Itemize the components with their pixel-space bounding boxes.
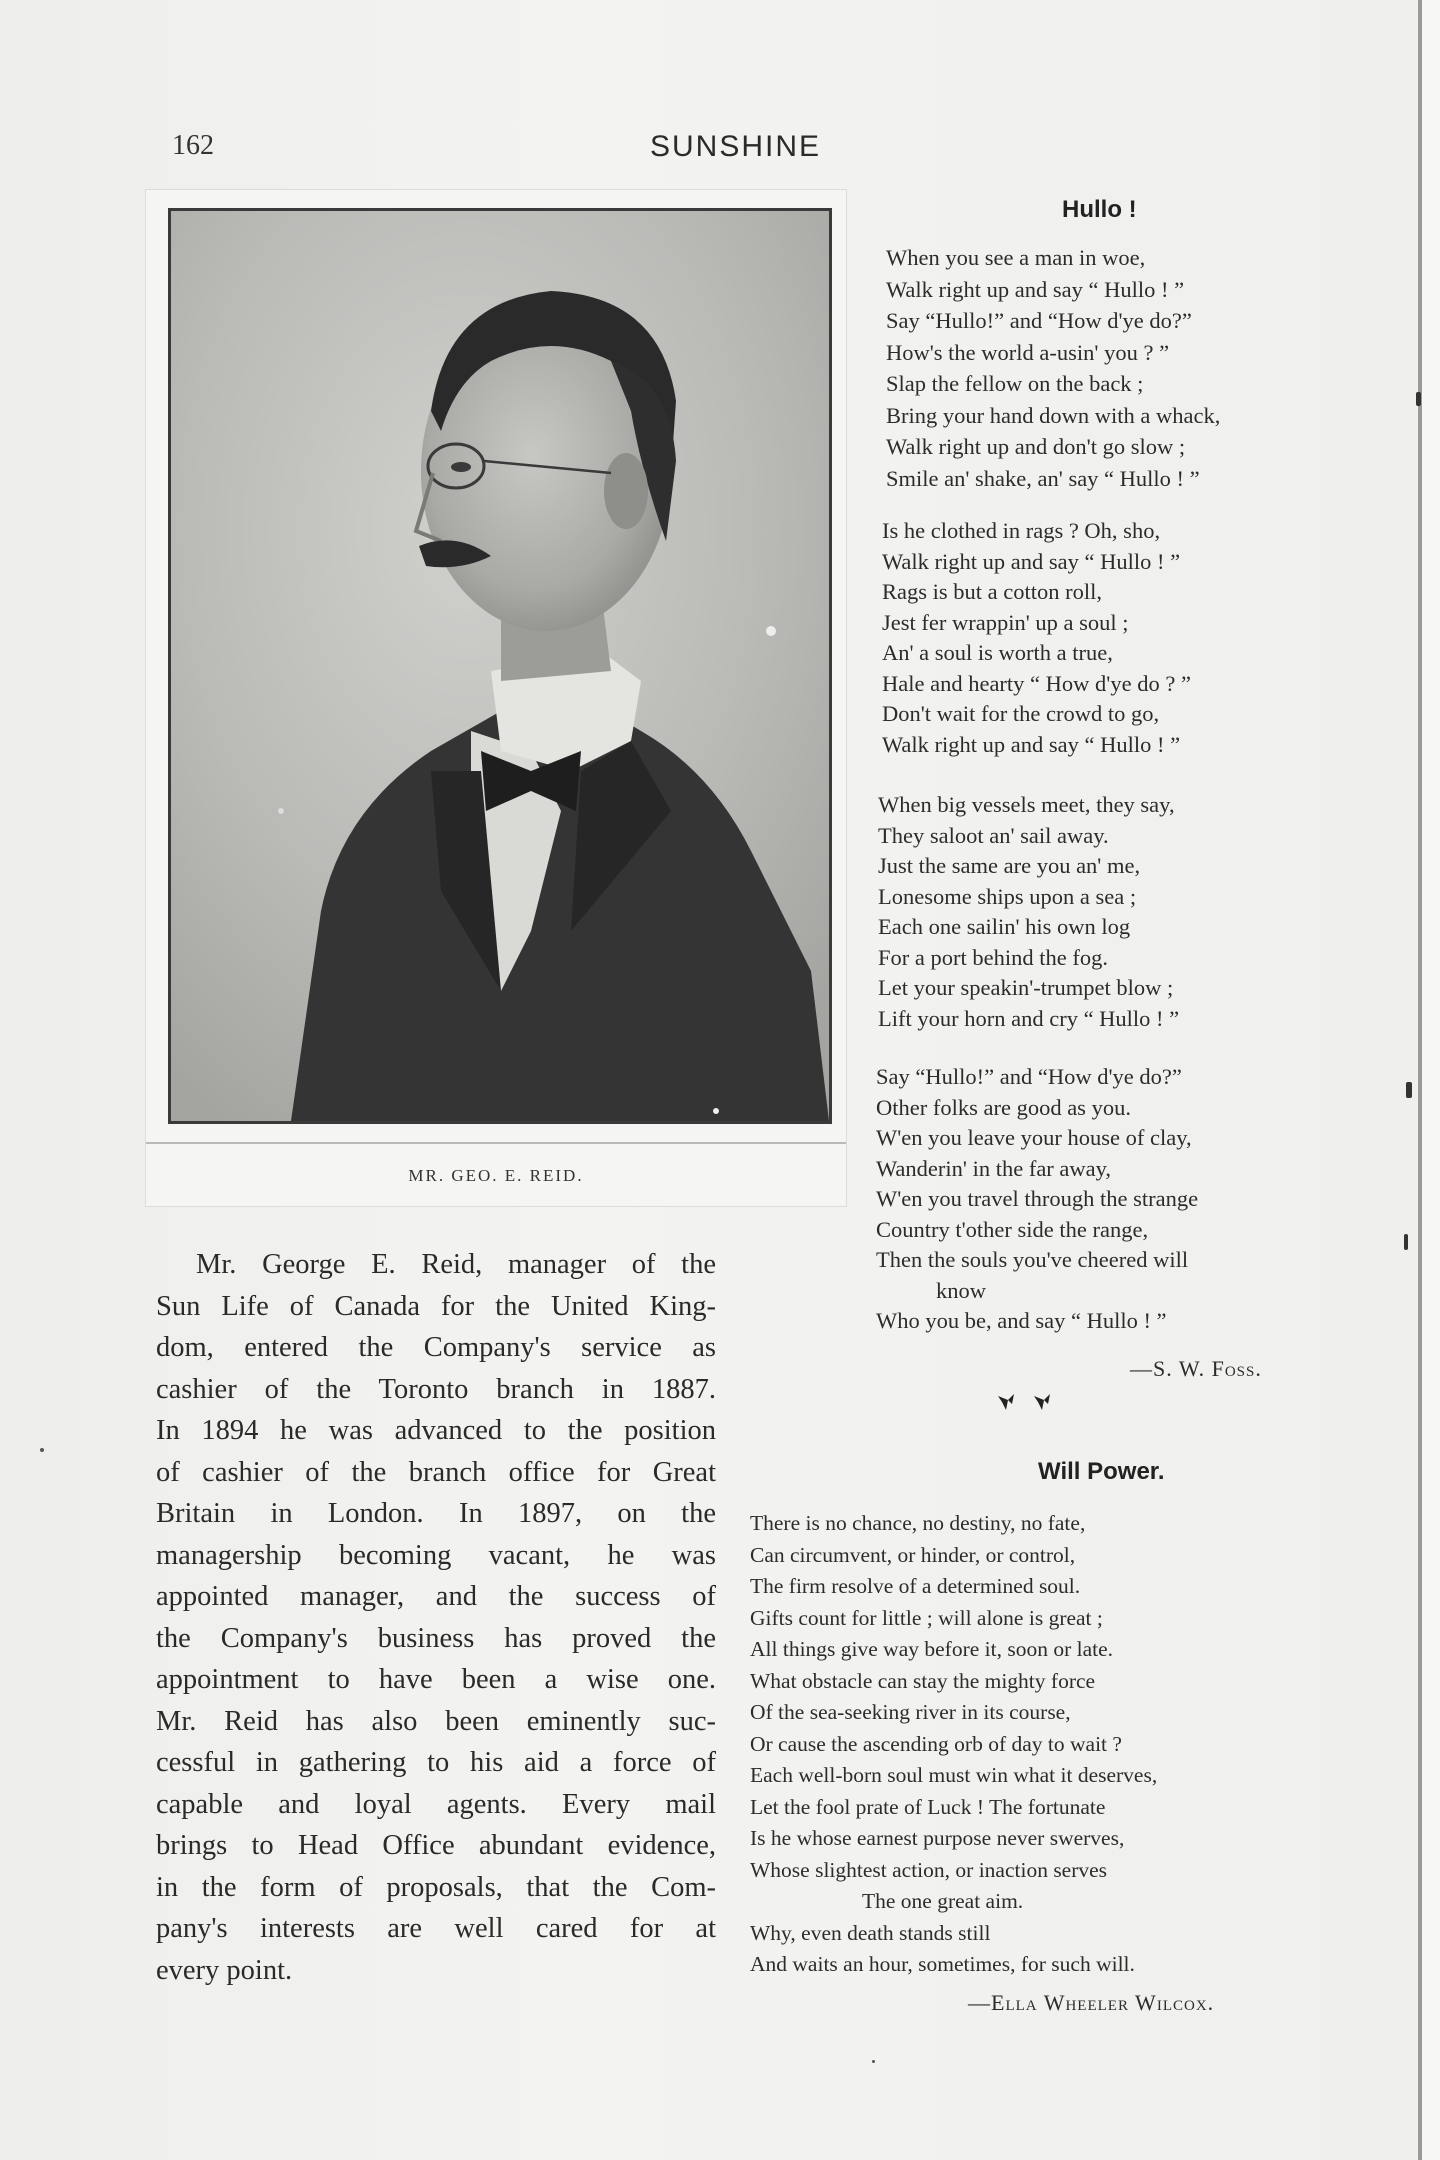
poem-line: Gifts count for little ; will alone is great ; <box>750 1605 1103 1630</box>
poem-line: And waits an hour, sometimes, for such will. <box>750 1952 1135 1976</box>
article-line: in the form of proposals, that the Com- <box>156 1871 716 1903</box>
scan-speck <box>40 1448 44 1452</box>
poem-title-hullo: Hullo ! <box>1062 196 1137 223</box>
article-body <box>156 1244 716 1991</box>
poem-line: Just the same are you an' me, <box>878 853 1141 878</box>
poem-line: W'en you leave your house of clay, <box>876 1125 1192 1150</box>
scan-speck <box>1416 392 1421 406</box>
poem-will-power <box>750 1508 1157 1981</box>
article-line: of cashier of the branch office for Great <box>156 1456 716 1488</box>
poem-line: Lonesome ships upon a sea ; <box>878 883 1137 909</box>
poem-line: Slap the fellow on the back ; <box>886 371 1144 396</box>
page-number: 162 <box>172 130 214 161</box>
poem-line: Hale and hearty “ How d'ye do ? ” <box>882 670 1191 696</box>
article-line: pany's interests are well cared for at <box>156 1913 716 1944</box>
scan-speck <box>872 2060 875 2063</box>
article-line: Mr. George E. Reid, manager of the <box>196 1249 716 1280</box>
poem-line: The one great aim. <box>862 1889 1024 1913</box>
article-line: cashier of the Toronto branch in 1887. <box>156 1373 716 1405</box>
portrait-caption: MR. GEO. E. REID. <box>408 1166 584 1185</box>
poem-line: An' a soul is worth a true, <box>882 640 1113 665</box>
poem-line: Country t'other side the range, <box>876 1216 1149 1242</box>
scan-margin <box>1422 0 1440 2160</box>
article-line: capable and loyal agents. Every mail <box>156 1788 716 1820</box>
poem-line: know <box>936 1277 986 1303</box>
poem-line: Walk right up and don't go slow ; <box>886 434 1186 459</box>
article-line: appointed manager, and the success of <box>156 1581 716 1612</box>
poem-line: The firm resolve of a determined soul. <box>750 1574 1081 1598</box>
poem-line: When you see a man in woe, <box>886 245 1146 270</box>
poem-line: Of the sea-seeking river in its course, <box>750 1700 1071 1724</box>
poem-line: When big vessels meet, they say, <box>878 792 1175 817</box>
poem-line: Whose slightest action, or inaction serves <box>750 1857 1108 1882</box>
poem-line: Don't wait for the crowd to go, <box>882 701 1160 726</box>
poem-line: W'en you travel through the strange <box>876 1186 1199 1211</box>
poem-line: Let your speakin'-trumpet blow ; <box>878 975 1174 1000</box>
poem-line: Say “Hullo!” and “How d'ye do?” <box>886 308 1192 333</box>
scan-speck <box>1404 1234 1408 1250</box>
poem-line: What obstacle can stay the mighty force <box>750 1668 1096 1693</box>
poem-line: Other folks are good as you. <box>876 1094 1131 1120</box>
poem-line: Why, even death stands still <box>750 1920 991 1945</box>
article-line: managership becoming vacant, he was <box>156 1539 716 1571</box>
article-line: Mr. Reid has also been eminently suc- <box>156 1705 716 1737</box>
fleuron-ornament-icon <box>994 1390 1064 1414</box>
article-line: Britain in London. In 1897, on the <box>156 1498 716 1529</box>
poem-hullo-stanza-1 <box>886 242 1220 494</box>
poem-hullo-stanza-2 <box>882 516 1191 760</box>
portrait-figure <box>146 190 846 1206</box>
article-line: the Company's business has proved the <box>156 1622 716 1654</box>
poem-line: They saloot an' sail away. <box>878 822 1109 848</box>
article-line: cessful in gathering to his aid a force of <box>156 1747 716 1778</box>
running-head: SUNSHINE <box>650 130 822 163</box>
article-line: In 1894 he was advanced to the position <box>156 1415 716 1446</box>
poem-line: Walk right up and say “ Hullo ! ” <box>882 731 1181 757</box>
caption-rule <box>146 1142 846 1144</box>
article-line: dom, entered the Company's service as <box>156 1332 716 1363</box>
poem-line: Or cause the ascending orb of day to wait ? <box>750 1731 1122 1756</box>
poem-will-power-attribution: —Ella Wheeler Wilcox. <box>968 1990 1215 2015</box>
poem-hullo-attribution: —S. W. Foss. <box>1130 1356 1262 1381</box>
poem-line: How's the world a-usin' you ? ” <box>886 339 1170 365</box>
poem-line: Rags is but a cotton roll, <box>882 579 1102 604</box>
article-line: appointment to have been a wise one. <box>156 1664 716 1695</box>
poem-line: Who you be, and say “ Hullo ! ” <box>876 1308 1167 1333</box>
poem-line: Walk right up and say “ Hullo ! ” <box>886 276 1185 302</box>
article-line: every point. <box>156 1954 293 1986</box>
portrait-photo <box>168 208 832 1124</box>
poem-line: Then the souls you've cheered will <box>876 1247 1189 1272</box>
poem-line: Let the fool prate of Luck ! The fortunate <box>750 1794 1106 1819</box>
poem-line: Bring your hand down with a whack, <box>886 402 1221 428</box>
poem-line: Walk right up and say “ Hullo ! ” <box>882 548 1181 574</box>
poem-line: Each well-born soul must win what it deserves, <box>750 1763 1158 1787</box>
scan-speck <box>1406 1082 1412 1098</box>
poem-line: There is no chance, no destiny, no fate, <box>750 1511 1086 1535</box>
poem-line: Lift your horn and cry “ Hullo ! ” <box>878 1005 1180 1031</box>
poem-line: Is he clothed in rags ? Oh, sho, <box>882 518 1161 543</box>
poem-line: Wanderin' in the far away, <box>876 1155 1112 1181</box>
poem-line: Smile an' shake, an' say “ Hullo ! ” <box>886 465 1200 491</box>
poem-title-will-power: Will Power. <box>1038 1458 1165 1485</box>
poem-hullo-stanza-3 <box>878 790 1179 1034</box>
poem-line: Each one sailin' his own log <box>878 914 1131 939</box>
poem-line: Say “Hullo!” and “How d'ye do?” <box>876 1064 1182 1089</box>
article-line: brings to Head Office abundant evidence, <box>156 1830 716 1861</box>
article-line: Sun Life of Canada for the United King- <box>156 1290 716 1322</box>
poem-line: Can circumvent, or hinder, or control, <box>750 1542 1076 1567</box>
poem-line: Is he whose earnest purpose never swerves, <box>750 1826 1125 1850</box>
poem-line: All things give way before it, soon or late. <box>750 1637 1114 1661</box>
poem-line: Jest fer wrappin' up a soul ; <box>882 609 1129 635</box>
poem-line: For a port behind the fog. <box>878 944 1108 970</box>
poem-hullo-stanza-4 <box>876 1062 1198 1337</box>
